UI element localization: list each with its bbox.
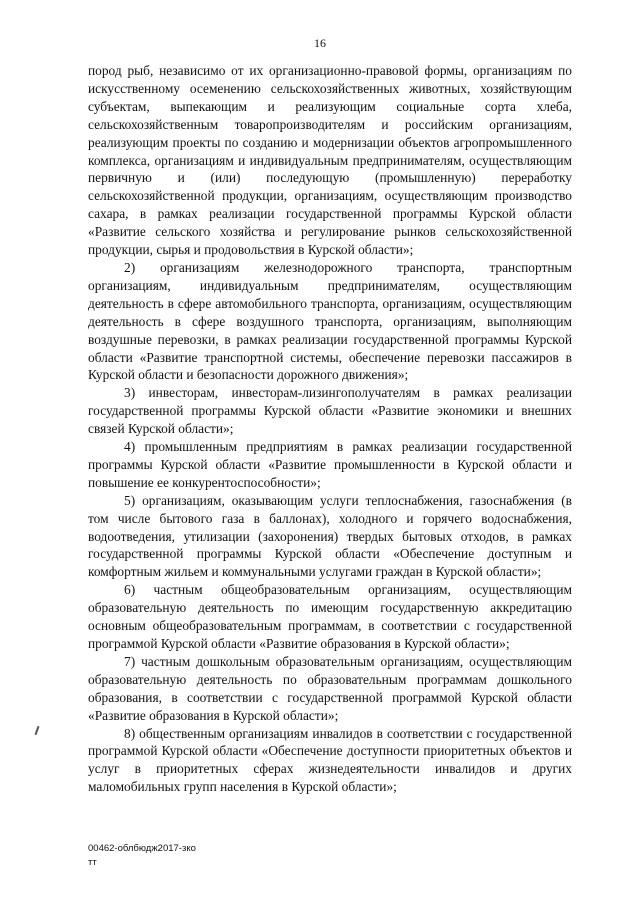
paragraph-item-6: 6) частным общеобразовательным организациям, осуществляющим образовательную деятельность по имеющим государственную аккредитацию основным общеобразовательным программам, в соответствии с государственной программой Курской области «Развитие образования в Курской области»; xyxy=(88,582,572,651)
paragraph-continuation: пород рыб, независимо от их организационно-правовой формы, организациям по искусственному осеменению сельскохозяйственных животных, хозяйствующим субъектам, выпекающим и реализующим социальные сорта хлеба, сельскохозяйственным товаропроизводителям и российским организациям, реализующим проекты по созданию и модернизации объектов агропромышленного комплекса, организациям и индивидуальным предпринимателям, осуществляющим первичную и (или) последующую (промышленную) переработку сельскохозяйственной продукции, организациям, осуществляющим производство сахара, в рамках реализации государственной программы Курской области «Развитие сельского хозяйства и регулирование рынков сельскохозяйственной продукции, сырья и продовольствия в Курской области»; xyxy=(88,63,572,258)
paragraph-item-4: 4) промышленным предприятиям в рамках реализации государственной программы Курской области «Развитие промышленности в Курской области и повышение ее конкурентоспособности»; xyxy=(88,439,572,490)
paragraph-item-2: 2) организациям железнодорожного транспорта, транспортным организациям, индивидуальным предпринимателям, осуществляющим деятельность в сфере автомобильного транспорта, организациям, осуществляющим деятельность в сфере воздушного транспорта, организациям, выполняющим воздушные перевозки, в рамках реализации государственной программы Курской области «Развитие транспортной системы, обеспечение перевозки пассажиров в Курской области и безопасности дорожного движения»; xyxy=(88,259,572,383)
paragraph-item-5: 5) организациям, оказывающим услуги теплоснабжения, газоснабжения (в том числе бытового газа в баллонах), холодного и горячего водоснабжения, водоотведения, утилизации (захоронения) твердых бытовых отходов, в рамках государственной программы Курской области «Обеспечение доступным и комфортным жильем и коммунальными услугами граждан в Курской области»; xyxy=(88,492,572,580)
footer-initials: тт xyxy=(88,857,97,868)
page-number: 16 xyxy=(314,36,326,50)
margin-mark xyxy=(35,726,40,735)
document-footer xyxy=(88,842,196,870)
paragraph-item-3: 3) инвесторам, инвесторам-лизингополучателям в рамках реализации государственной программы Курской области «Развитие экономики и внешних связей Курской области»; xyxy=(88,385,572,437)
paragraph-item-7: 7) частным дошкольным образовательным организациям, осуществляющим образовательную деятельность по образовательным программам дошкольного образования, в соответствии с государственной программой Курской области «Развитие образования в Курской области»; xyxy=(88,653,572,723)
footer-doc-code: 00462-облбюдж2017-зко xyxy=(88,843,196,854)
paragraph-item-8: 8) общественным организациям инвалидов в соответствии с государственной программой Курской области «Обеспечение доступности приоритетных объектов и услуг в приоритетных сферах жизнедеятельности инвалидов и других маломобильных групп населения в Курской области»; xyxy=(88,725,572,795)
document-body xyxy=(88,62,572,796)
